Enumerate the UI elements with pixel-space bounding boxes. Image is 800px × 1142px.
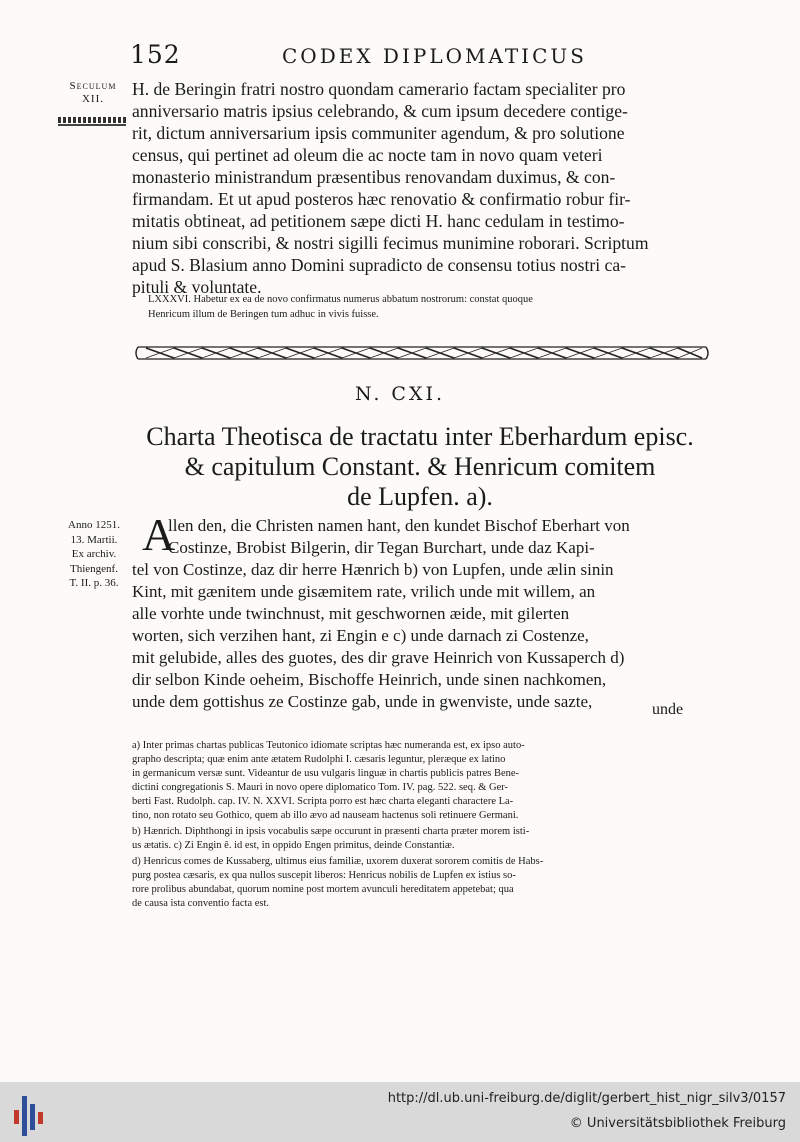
charter-title-line: de Lupfen. a).	[347, 482, 493, 511]
footnote-line: a) Inter primas chartas publicas Teutonico idiomate scriptas hæc numeranda est, ex ipso auto-	[132, 740, 525, 751]
text-line: llen den, die Christen namen hant, den kundet Bischof Eberhart von	[168, 516, 630, 535]
text-line: pituli & voluntate.	[132, 277, 262, 297]
charter-number: N. CXI.	[354, 383, 446, 405]
footnote-line: b) Hænrich. Diphthongi in ipsis vocabulis sæpe occurunt in præsenti charta præter morem isti-	[132, 826, 530, 837]
margin-line: 13. Martii.	[70, 533, 118, 546]
source-url-link[interactable]: http://dl.ub.uni-freiburg.de/diglit/gerbert_hist_nigr_silv3/0157	[387, 1091, 786, 1106]
footnote-line: d) Henricus comes de Kussaberg, ultimus eius familiæ, uxorem duxerat sororem comitis de Habs-	[132, 856, 544, 867]
copyright-notice: © Universitätsbibliothek Freiburg	[569, 1116, 786, 1131]
running-head: CODEX DIPLOMATICUS	[282, 44, 587, 68]
text-line: nium sibi conscribi, & nostri sigilli fecimus munimine roborari. Scriptum	[132, 233, 649, 253]
text-line: mitatis obtineat, ad petitionem sæpe dicti H. hanc cedulam in testimo-	[132, 211, 625, 231]
ornamental-divider	[134, 344, 710, 362]
text-line: monasterio ministrandum præsentibus renovandam duximus, & con-	[132, 167, 616, 187]
text-line: H. de Beringin fratri nostro quondam camerario factam specialiter pro	[132, 79, 626, 99]
text-line: tel von Costinze, daz dir herre Hænrich b) von Lupfen, unde ælin sinin	[132, 560, 614, 579]
margin-rule	[58, 117, 126, 123]
editorial-note	[148, 292, 710, 322]
text-line: anniversario matris ipsius celebrando, & cum ipsum decedere contige-	[132, 101, 628, 121]
text-line: Kint, mit gænitem unde gisæmitem rate, vrilich unde mit willem, an	[132, 582, 596, 601]
margin-line: Ex archiv.	[71, 548, 117, 560]
text-line: rit, dictum anniversarium ipsis communiter agendum, & pro solutione	[132, 123, 625, 143]
margin-date-source	[58, 518, 130, 591]
text-line: worten, sich verzihen hant, zi Engin e c) unde darnach zi Costenze,	[132, 626, 589, 645]
text-line: unde dem gottishus ze Costinze gab, unde in gwenviste, unde sazte,	[132, 692, 593, 711]
viewer-footer	[0, 1082, 800, 1142]
charter-title-line: & capitulum Constant. & Henricum comitem	[184, 452, 656, 481]
margin-century-note	[60, 80, 126, 106]
footnote-line: tino, non rotato seu Gothico, quem ab illo ævo ad nauseam hactenus soli retinuere Germani.	[132, 810, 519, 821]
footnote-line: purg postea cæsaris, ex qua nullos suscepit liberos: Henricus nobilis de Lupfen ex istius so-	[132, 870, 516, 881]
note-line: LXXXVI. Habetur ex ea de novo confirmatus numerus abbatum nostrorum: constat quoque	[148, 294, 533, 305]
text-line: dir selbon Kinde oeheim, Bischoffe Heinrich, unde sinen nachkomen,	[132, 670, 607, 689]
footnote-line: de causa ista conventio facta est.	[132, 898, 270, 909]
page-header	[130, 40, 710, 74]
text-line: firmandam. Et ut apud posteros hæc renovatio & confirmatio robur fir-	[132, 189, 631, 209]
footnote-line: us ætatis. c) Zi Engin ê. id est, in oppido Engen primitus, deinde Constantiæ.	[132, 840, 455, 851]
text-line: census, qui pertinet ad oleum die ac nocte tam in novo quam veteri	[132, 145, 603, 165]
page-number: 152	[130, 40, 181, 69]
text-line: mit gelubide, alles des guotes, des dir grave Heinrich von Kussaperch d)	[132, 648, 625, 667]
footnote-line: grapho descripta; quæ enim ante ætatem Rudolphi I. cæsaris leguntur, pleræque ex latino	[132, 754, 506, 765]
note-line: Henricum illum de Beringen tum adhuc in vivis fuisse.	[148, 309, 379, 320]
drop-capital: A	[142, 509, 176, 560]
charter-title-line: Charta Theotisca de tractatu inter Eberhardum episc.	[146, 422, 694, 451]
footnote-line: rore prolibus abundabat, quorum nomine post mortem avunculi hereditatem appetebat; qua	[132, 884, 514, 895]
footnote-line: berti Fast. Rudolph. cap. IV. N. XXVI. Scripta porro est hæc charta eleganti charactere La-	[132, 796, 514, 807]
library-logo-icon	[14, 1090, 44, 1136]
margin-century-line: Seculum	[69, 80, 117, 92]
text-line: apud S. Blasium anno Domini supradicto de consensu totius nostri ca-	[132, 255, 627, 275]
footnote-line: in germanicum versæ sunt. Videantur de usu vulgaris linguæ in chartis publicis patres Bene-	[132, 768, 520, 779]
margin-line: Thiengenf.	[70, 562, 118, 575]
margin-line: Anno 1251.	[68, 519, 120, 531]
margin-rule	[58, 124, 126, 126]
margin-line: T. II. p. 36.	[69, 577, 119, 589]
text-line: Costinze, Brobist Bilgerin, dir Tegan Burchart, unde daz Kapi-	[168, 538, 595, 557]
text-line: alle vorhte unde twinchnust, mit geschwornen æide, mit gilerten	[132, 604, 570, 623]
catchword: unde	[652, 701, 684, 718]
footnote-line: dictini congregationis S. Mauri in novo opere diplomatico Tom. IV. pag. 522. seq. & Ger-	[132, 782, 509, 793]
margin-century-line: XII.	[81, 93, 105, 105]
